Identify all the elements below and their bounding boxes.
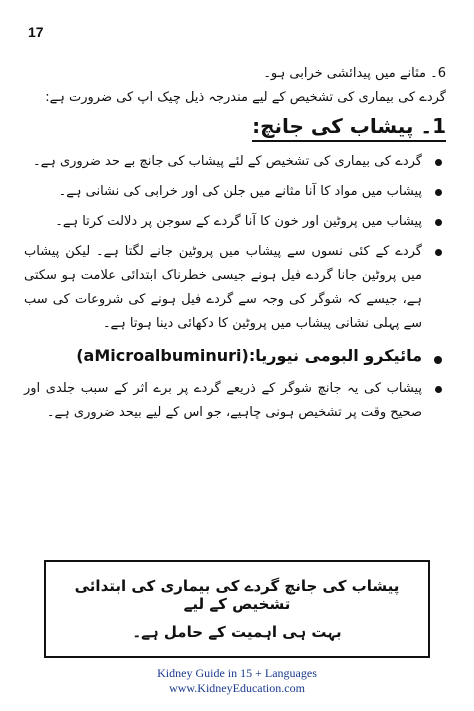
highlight-line-1: پیشاب کی جانچ گردے کی بیماری کی ابتدائی تشخیص کے لیے	[74, 577, 400, 613]
footer-website-link[interactable]: www.KidneyEducation.com	[169, 681, 305, 695]
list-item	[24, 210, 446, 234]
footer-title: Kidney Guide in 15 + Languages	[157, 666, 317, 680]
bullet-icon	[435, 219, 442, 226]
section-2-heading-latin: (aMicroalbuminuri):	[76, 346, 256, 365]
page-footer	[0, 666, 474, 696]
page-number: 17	[28, 24, 44, 40]
bullet-icon	[435, 159, 442, 166]
intro-item-6: 6۔ مثانے میں پیدائشی خرابی ہو۔	[263, 66, 446, 81]
list-item-text: پیشاب میں پروٹین اور خون کا آنا گردے کے سوجن پر دلالت کرتا ہے۔	[55, 214, 422, 229]
highlight-line-2: بہت ہی اہمیت کے حامل ہے۔	[132, 623, 342, 641]
list-item	[24, 240, 446, 336]
section-2-heading	[24, 346, 446, 365]
list-item	[24, 150, 446, 174]
bullet-icon	[435, 249, 442, 256]
list-item	[24, 180, 446, 204]
list-item-text: گردے کی بیماری کی تشخیص کے لئے پیشاب کی جانچ بے حد ضروری ہے۔	[32, 154, 422, 169]
list-item-text: گردے کے کئی نسوں سے پیشاب میں پروٹین جانے لگتا ہے۔ لیکن پیشاب میں پروٹین جانا گردے فیل ہونے جیسی خطرناک ابتدائی علامت ہو سکتی ہے، جیسے کہ شوگر کی وجہ سے گردے فیل ہونے کی شروعات کی سب سے پہلی نشانی پیشاب میں پروٹین کا دکھائی دینا ہوتا ہے۔	[24, 244, 422, 331]
bullet-icon	[434, 356, 442, 364]
highlight-box	[44, 560, 430, 658]
section-1-list	[24, 150, 446, 336]
intro-lead: گردے کی بیماری کی تشخیص کے لیے مندرجہ ذیل چیک اپ کی ضرورت ہے:	[45, 90, 446, 105]
page-body	[24, 62, 446, 431]
list-item-text: پیشاب کی یہ جانچ شوگر کے ذریعے گردے پر برے اثر کے سبب جلدی اور صحیح وقت پر تشخیص ہونی چاہیے، جو اس کے لیے بیحد ضروری ہے۔	[24, 381, 422, 420]
list-item	[24, 377, 446, 425]
section-2-list	[24, 377, 446, 425]
section-1-heading: 1۔ پیشاب کی جانچ:	[252, 114, 446, 142]
section-2-heading-urdu: مائیکرو البومی نیوریا	[255, 346, 422, 365]
bullet-icon	[435, 189, 442, 196]
bullet-icon	[435, 386, 442, 393]
list-item-text: پیشاب میں مواد کا آنا مثانے میں جلن کی اور خرابی کی نشانی ہے۔	[58, 184, 422, 199]
